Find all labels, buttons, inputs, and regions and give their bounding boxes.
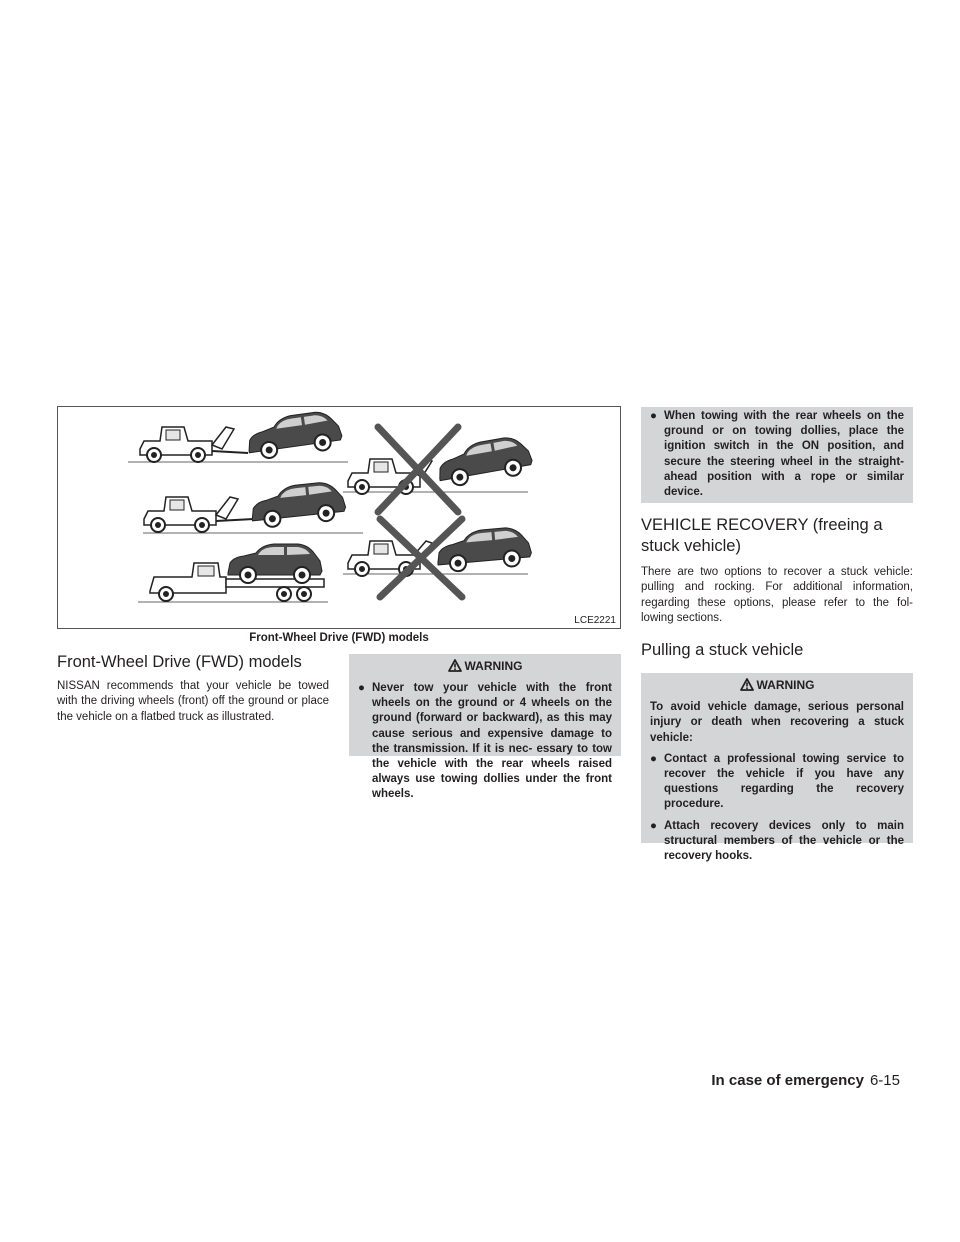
bullet-icon: ● xyxy=(650,410,657,422)
warning-bullet-text: Contact a professional towing service to recover the vehicle if you have any questions regarding the recovery procedure. xyxy=(664,752,904,811)
scene-incorrect-1 xyxy=(343,427,534,512)
recovery-body: There are two options to recover a stuck vehicle: pulling and rocking. For additional information, regarding these options, please refer to the fol- lowing sections. xyxy=(641,566,913,624)
warning-bullet-text: Never tow your vehicle with the front wheels on the ground or 4 wheels on the ground (forward or backward), as this may cause serious and expensive damage to the transmission. If it is nec- essary to tow the vehicle with the rear wheels raised always use towing dollies under the front wheels. xyxy=(372,682,612,801)
warning-triangle-icon xyxy=(448,659,462,672)
warning-bullet xyxy=(358,681,612,803)
scene-wheel-lift-correct xyxy=(128,409,348,462)
warning-bullet-text: Attach recovery devices only to main structural members of the vehicle or the recovery hooks. xyxy=(664,819,904,863)
fwd-heading: Front-Wheel Drive (FWD) models xyxy=(57,653,302,671)
pulling-warning-box xyxy=(641,673,913,863)
scene-incorrect-2 xyxy=(343,519,532,597)
footer-section: In case of emergency xyxy=(711,1072,864,1089)
left-column xyxy=(57,652,329,725)
figure-caption: Front-Wheel Drive (FWD) models xyxy=(249,632,429,644)
warning-header xyxy=(358,659,612,673)
recovery-heading: VEHICLE RECOVERY (freeing a stuck vehicle) xyxy=(641,516,883,555)
page-footer xyxy=(711,1072,900,1089)
tow-warning-box xyxy=(349,654,621,801)
warning-title: WARNING xyxy=(756,678,815,693)
right-column xyxy=(641,407,913,863)
towing-illustration xyxy=(57,406,621,629)
warning-bullet xyxy=(650,409,904,500)
scene-dolly-correct xyxy=(143,480,363,533)
pulling-heading: Pulling a stuck vehicle xyxy=(641,641,804,660)
bullet-icon: ● xyxy=(650,752,657,765)
fwd-body: NISSAN recommends that your vehicle be towed with the driving wheels (front) off the ground or place the vehicle on a flatbed truck as illustrated. xyxy=(57,680,329,723)
warning-header xyxy=(650,678,904,692)
warning-triangle-icon xyxy=(740,678,754,691)
warning-bullet-text: When towing with the rear wheels on the ground or on towing dollies, place the ignition switch in the ON position, and secure the steering wheel in the straight-ahead position with a rope or similar device. xyxy=(664,410,904,499)
bullet-icon: ● xyxy=(650,819,657,832)
warning-title: WARNING xyxy=(464,659,523,673)
warning-bullet xyxy=(650,752,904,813)
bullet-icon: ● xyxy=(358,682,365,694)
tow-warning-continued xyxy=(641,407,913,503)
figure-code: LCE2221 xyxy=(574,615,616,626)
towing-diagram xyxy=(58,407,620,628)
warning-intro: To avoid vehicle damage, serious personal injury or death when recovering a stuck vehicle: xyxy=(650,701,904,744)
warning-bullet xyxy=(650,819,904,865)
scene-flatbed-correct xyxy=(138,544,328,602)
page-number: 6-15 xyxy=(869,1072,900,1089)
